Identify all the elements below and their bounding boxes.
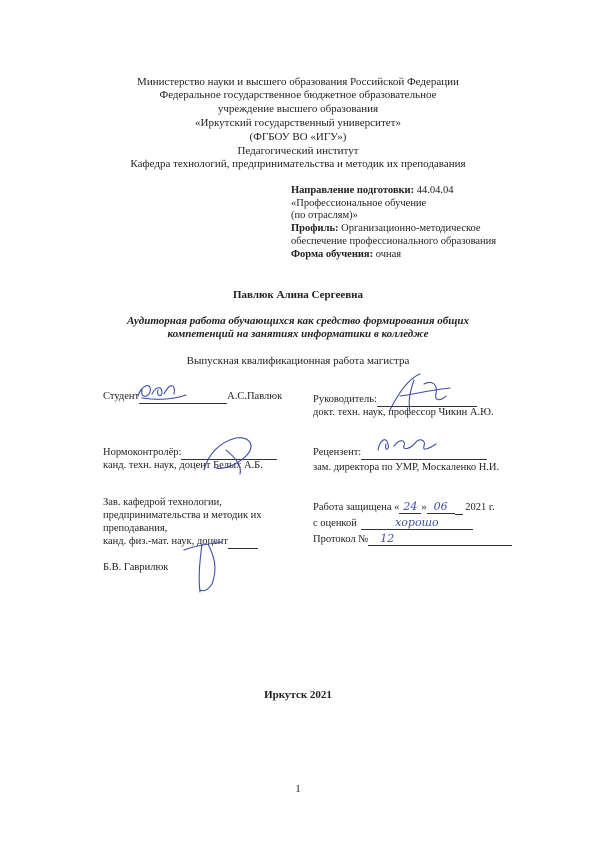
direction-label: Направление подготовки: (291, 185, 415, 196)
thesis-title-line-2: компетенций на занятиях информатики в колледже (167, 328, 429, 340)
normcontrol-info: канд. техн. наук, доцент Белых А.Б. (103, 460, 263, 471)
defense-mid: » (421, 502, 427, 513)
thesis-title-line-1: Аудиторная работа обучающихся как средство формирования общих (126, 315, 470, 327)
institute-name: Педагогический институт (237, 145, 359, 157)
ministry-line: Министерство науки и высшего образования Российской Федерации (137, 76, 459, 88)
city-year: Иркутск 2021 (264, 689, 332, 701)
work-type: Выпускная квалификационная работа магистра (186, 355, 410, 367)
form-label: Форма обучения: (291, 249, 374, 260)
defense-day: 24 (399, 500, 421, 514)
normcontrol-label: Нормоконтролёр: (103, 447, 182, 458)
protocol-line (313, 532, 512, 546)
institution-line-2: учреждение высшего образования (217, 103, 379, 115)
reviewer-signature (372, 432, 442, 456)
grade-line (313, 516, 473, 530)
head-signature (178, 532, 238, 596)
head-line-2: предпринимательства и методик их (103, 510, 262, 521)
profile-value: Организационно-методическое (338, 223, 481, 234)
direction-value: 44.04.04 (414, 185, 454, 196)
direction-name-2: (по отраслям)» (291, 210, 358, 221)
head-line-1: Зав. кафедрой технологии, (103, 497, 222, 508)
direction-line (291, 184, 453, 197)
head-line-3: преподавания, (103, 523, 168, 534)
student-name: А.С.Павлюк (227, 391, 283, 402)
university-name: «Иркутский государственный университет» (195, 117, 401, 129)
protocol-value: 12 (368, 532, 512, 546)
reviewer-label: Рецензент: (313, 447, 362, 458)
student-label: Студент (103, 391, 140, 402)
author-name: Павлюк Алина Сергеевна (232, 289, 364, 301)
grade-value: хорошо (361, 516, 473, 530)
defense-line (313, 500, 495, 515)
profile-label: Профиль: (291, 223, 339, 234)
reviewer-info: зам. директора по УМР, Москаленко Н.И. (313, 462, 500, 473)
head-name: Б.В. Гаврилюк (103, 562, 169, 573)
defense-label: Работа защищена « (313, 502, 400, 513)
student-line (103, 390, 282, 404)
supervisor-label: Руководитель: (313, 394, 377, 405)
institution-line-1: Федеральное государственное бюджетное образовательное (159, 89, 437, 101)
grade-label: с оценкой (313, 518, 357, 529)
protocol-label: Протокол № (313, 534, 369, 545)
head-degree: канд. физ.-мат. наук, доцент (103, 536, 228, 547)
defense-gap-line (455, 501, 463, 515)
supervisor-info: докт. техн. наук, профессор Чикин А.Ю. (313, 407, 494, 418)
form-value: очная (373, 249, 402, 260)
department-name: Кафедра технологий, предпринимательства и методик их преподавания (130, 158, 466, 170)
supervisor-signature (380, 370, 460, 416)
form-line (291, 248, 401, 261)
normcontrol-signature (196, 430, 266, 478)
profile-line (291, 222, 481, 235)
defense-month: 06 (427, 500, 455, 514)
profile-value-2: обеспечение профессионального образования (291, 236, 497, 247)
direction-name-1: «Профессиональное обучение (291, 198, 427, 209)
page-number: 1 (295, 783, 301, 795)
university-abbr: (ФГБОУ ВО «ИГУ») (249, 131, 347, 143)
defense-year: 2021 г. (465, 502, 495, 513)
student-signature (132, 378, 192, 404)
